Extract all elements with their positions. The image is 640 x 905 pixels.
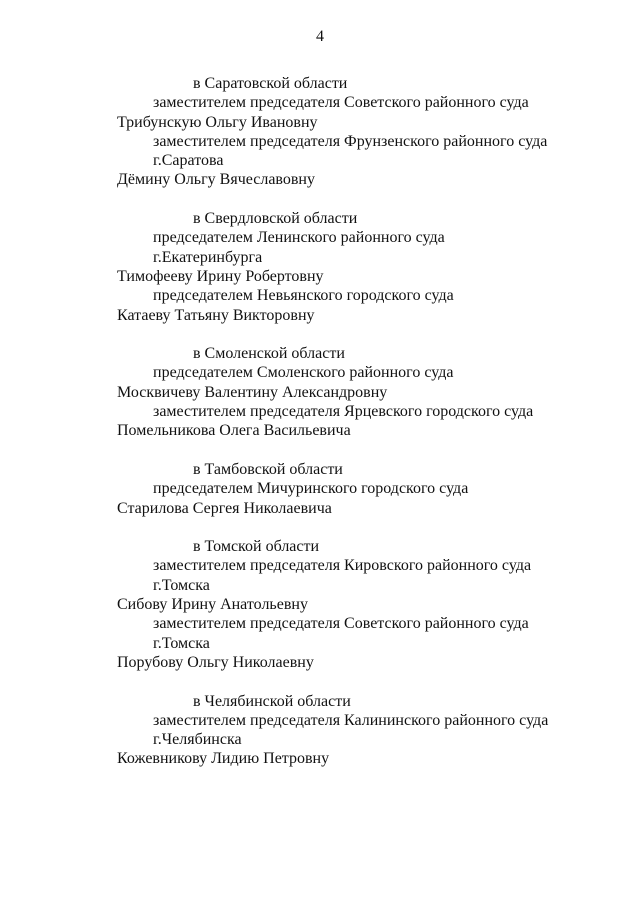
position-line: заместителем председателя Кировского районного суда	[153, 557, 532, 575]
position-line: заместителем председателя Фрунзенского районного суда	[153, 132, 548, 150]
position-line: заместителем председателя Калининского районного суда	[153, 711, 549, 729]
position-line: председателем Невьянского городского суда	[153, 287, 454, 305]
appointee-name: Сибову Ирину Анатольевну	[117, 596, 308, 614]
appointee-name: Порубову Ольгу Николаевну	[117, 653, 314, 671]
position-line: председателем Ленинского районного суда	[153, 229, 445, 247]
appointee-name: Трибунскую Ольгу Ивановну	[117, 113, 318, 131]
appointee-name: Дёмину Ольгу Вячеславовну	[117, 171, 315, 189]
appointee-name: Тимофееву Ирину Робертовну	[117, 267, 324, 285]
region-heading: в Томской области	[193, 538, 320, 556]
region-section	[117, 344, 580, 440]
region-heading: в Свердловской области	[193, 210, 358, 228]
region-section	[117, 460, 580, 518]
region-heading: в Смоленской области	[193, 345, 345, 363]
appointee-name: Помельникова Олега Васильевича	[117, 422, 351, 440]
appointee-name: Кожевникову Лидию Петровну	[117, 750, 330, 768]
region-heading: в Челябинской области	[193, 692, 351, 710]
position-line: председателем Мичуринского городского суда	[153, 480, 469, 498]
region-section	[117, 537, 580, 672]
region-section	[117, 692, 580, 769]
position-line: заместителем председателя Советского районного суда	[153, 94, 529, 112]
position-line: председателем Смоленского районного суда	[153, 364, 454, 382]
position-line: г.Екатеринбурга	[153, 248, 263, 266]
region-heading: в Саратовской области	[193, 75, 348, 92]
region-section	[117, 209, 580, 325]
region-heading: в Тамбовской области	[193, 460, 343, 478]
position-line: г.Челябинска	[153, 731, 242, 749]
position-line: заместителем председателя Советского районного суда	[153, 615, 529, 633]
appointee-name: Старилова Сергея Николаевича	[117, 499, 332, 517]
position-line: г.Томска	[153, 576, 210, 594]
appointments-list	[117, 74, 580, 788]
page-number: 4	[316, 28, 324, 45]
appointee-name: Москвичеву Валентину Александровну	[117, 383, 388, 401]
position-line: заместителем председателя Ярцевского городского суда	[153, 403, 534, 421]
position-line: г.Саратова	[153, 152, 224, 170]
appointee-name: Катаеву Татьяну Викторовну	[117, 306, 315, 324]
region-section	[117, 74, 580, 190]
position-line: г.Томска	[153, 634, 210, 652]
